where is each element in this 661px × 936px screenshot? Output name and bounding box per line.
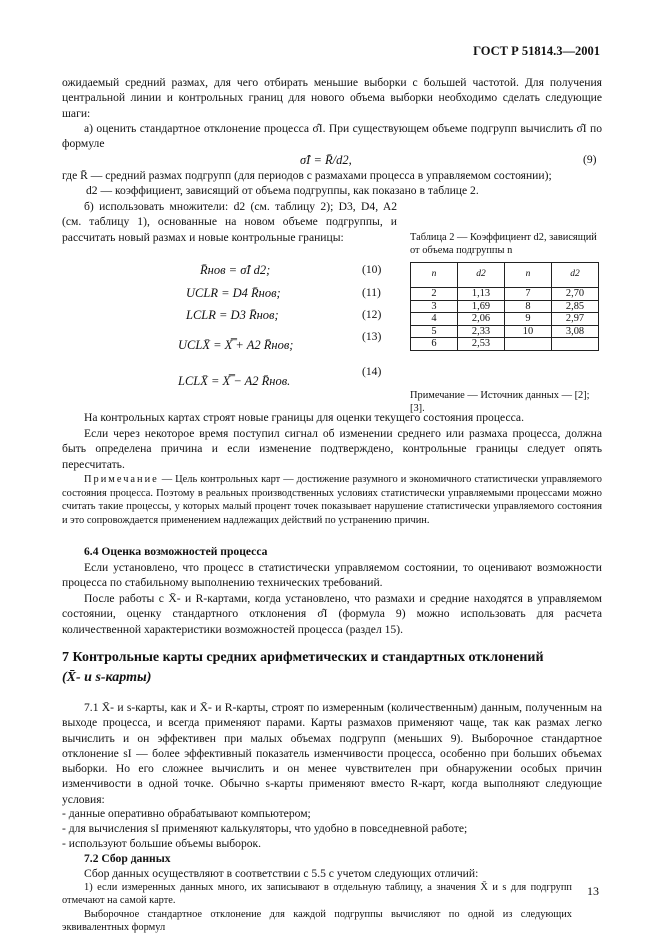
note-block <box>62 473 602 527</box>
table-cell: 10 <box>505 325 552 338</box>
section-7-1-paragraph: 7.1 X̄- и s-карты, как и X̄- и R-карты, строят по измеренным (количественным) данным, полученным на выходе процесса, и всегда применяют парами. Карты размахов применяют чаще, так как размах легко вычислить и он эффективен при малых объемах подгрупп (меньших 9). Выборочное стандартное отклонение sI — более эффективный показатель изменчивости процесса, особенно при больших объемах выборки. Но его сложнее вычислить и он менее чувствителен при обнаружении особых причин изменчивости в одной точке. Обычно s-карты применяют вместо R-карт, когда выполняют следующие условия: <box>62 701 602 806</box>
signal-paragraph: Если через некоторое время поступил сигнал об изменении среднего или размаха процесса, должна быть определена причина и если изменение подтверждено, контрольные границы следует опять пересчитать. <box>62 427 602 471</box>
table-cell: 9 <box>505 313 552 326</box>
table-2 <box>410 262 599 351</box>
table-cell: 2,06 <box>458 313 505 326</box>
table-header-cell: n <box>505 263 552 288</box>
table-cell: 1,13 <box>458 288 505 301</box>
standard-header: ГОСТ Р 51814.3—2001 <box>473 44 600 58</box>
table-cell: 2,70 <box>552 288 599 301</box>
section-6-4-title: 6.4 Оценка возможностей процесса <box>84 545 268 558</box>
table-row <box>411 338 599 351</box>
table-header-cell: d2 <box>552 263 599 288</box>
formula-11: UCLR = D4 R̄нов; <box>186 286 281 300</box>
section-7-2-para-1: Сбор данных осуществляют в соответствии с 5.5 с учетом следующих отличий: <box>84 867 479 880</box>
table-cell <box>552 338 599 351</box>
new-limits-paragraph: На контрольных картах строят новые границы для оценки текущего состояния процесса. <box>84 411 524 424</box>
table-header-row <box>411 263 599 288</box>
note-label: Примечание <box>84 474 159 485</box>
table-row <box>411 300 599 313</box>
formula-13: UCLX̄ = X̿ + A2 R̄нов; <box>178 338 294 352</box>
formula-12-number: (12) <box>362 308 382 321</box>
table-cell: 1,69 <box>458 300 505 313</box>
step-a-paragraph: а) оценить стандартное отклонение процесса σ̂I. При существующем объеме подгрупп вычислить σ̂I по формуле <box>62 122 602 151</box>
table-row <box>411 313 599 326</box>
table-cell: 2,85 <box>552 300 599 313</box>
table-cell: 4 <box>411 313 458 326</box>
formula-14: LCLX̄ = X̿ − A2 R̄нов. <box>178 374 291 388</box>
formula-9: σ̂I = R̄/d2, <box>300 153 352 167</box>
table-cell: 3 <box>411 300 458 313</box>
table-cell: 7 <box>505 288 552 301</box>
page-number: 13 <box>587 884 599 898</box>
section-7-subtitle: (X̄- и s-карты) <box>62 670 152 685</box>
table-cell <box>505 338 552 351</box>
section-6-4-para-1: Если установлено, что процесс в статистически управляемом состоянии, то оценивают возможности процесса по стабильному выполнению технических требований. <box>62 561 602 590</box>
note-text: — Цель контрольных карт — достижение разумного и экономичного статистически управляемого состояния процесса. Поэтому в реальных производственных условиях статистически управляемыми процессами можно считать такие процессы, у которых малый процент точек показывает нарушение статистически управляемого состояния и это сопровождается применением надлежащих действий по устранению причин. <box>62 474 602 526</box>
formula-10-number: (10) <box>362 263 382 276</box>
section-7-2-para-2: 1) если измеренных данных много, их записывают в отдельную таблицу, а значения X̄ и s для подгрупп отмечают на самой карте. <box>62 882 572 906</box>
formula-12: LCLR = D3 R̄нов; <box>186 308 279 322</box>
table-2-caption: Таблица 2 — Коэффициент d2, зависящий от объема подгруппы n <box>410 232 597 256</box>
table-cell: 2 <box>411 288 458 301</box>
table-header-cell: d2 <box>458 263 505 288</box>
bullet-item: - данные оперативно обрабатывают компьютером; <box>62 807 311 820</box>
table-cell: 2,33 <box>458 325 505 338</box>
where-r-line: где R̄ — средний размах подгрупп (для периодов с размахами процесса в управляемом состоянии); <box>62 169 552 182</box>
table-row <box>411 288 599 301</box>
table-cell: 3,08 <box>552 325 599 338</box>
formula-10: R̄нов = σ̂I d2; <box>200 263 271 277</box>
formula-13-number: (13) <box>362 330 382 343</box>
table-cell: 6 <box>411 338 458 351</box>
where-d2-line: d2 — коэффициент, зависящий от объема подгруппы, как показано в таблице 2. <box>86 184 479 197</box>
section-7-2-para-3: Выборочное стандартное отклонение для каждой подгруппы вычисляют по одной из следующих эквивалентных формул <box>62 909 572 933</box>
table-row <box>411 325 599 338</box>
step-b-paragraph: б) использовать множители: d2 (см. таблицу 2); D3, D4, A2 (см. таблицу 1), основанные на новом объеме подгруппы, и рассчитать новый размах и новые контрольные границы: <box>62 200 397 244</box>
section-7-title: 7 Контрольные карты средних арифметических и стандартных отклонений <box>62 650 544 665</box>
bullet-item: - для вычисления sI применяют калькуляторы, что удобно в повседневной работе; <box>62 822 468 835</box>
bullet-item: - используют большие объемы выборок. <box>62 837 262 850</box>
formula-14-number: (14) <box>362 365 382 378</box>
formula-11-number: (11) <box>362 286 381 299</box>
table-cell: 2,53 <box>458 338 505 351</box>
intro-paragraph: ожидаемый средний размах, для чего отбирать меньшие выборки с большей частотой. Для получения центральной линии и контрольных границ для нового объема выборки необходимо сделать следующие шаги: <box>62 76 602 120</box>
table-cell: 5 <box>411 325 458 338</box>
table-header-cell: n <box>411 263 458 288</box>
table-cell: 2,97 <box>552 313 599 326</box>
table-cell: 8 <box>505 300 552 313</box>
section-6-4-para-2: После работы с X̄- и R-картами, когда установлено, что размахи и средние находятся в управляемом состоянии, оценку стандартного отклонения σ̂I (формула 9) можно использовать для расчета количественной характеристики возможностей процесса (раздел 15). <box>62 592 602 636</box>
table-2-note: Примечание — Источник данных — [2]; [3]. <box>410 390 590 414</box>
section-7-2-title: 7.2 Сбор данных <box>84 852 171 865</box>
formula-9-number: (9) <box>583 153 597 166</box>
